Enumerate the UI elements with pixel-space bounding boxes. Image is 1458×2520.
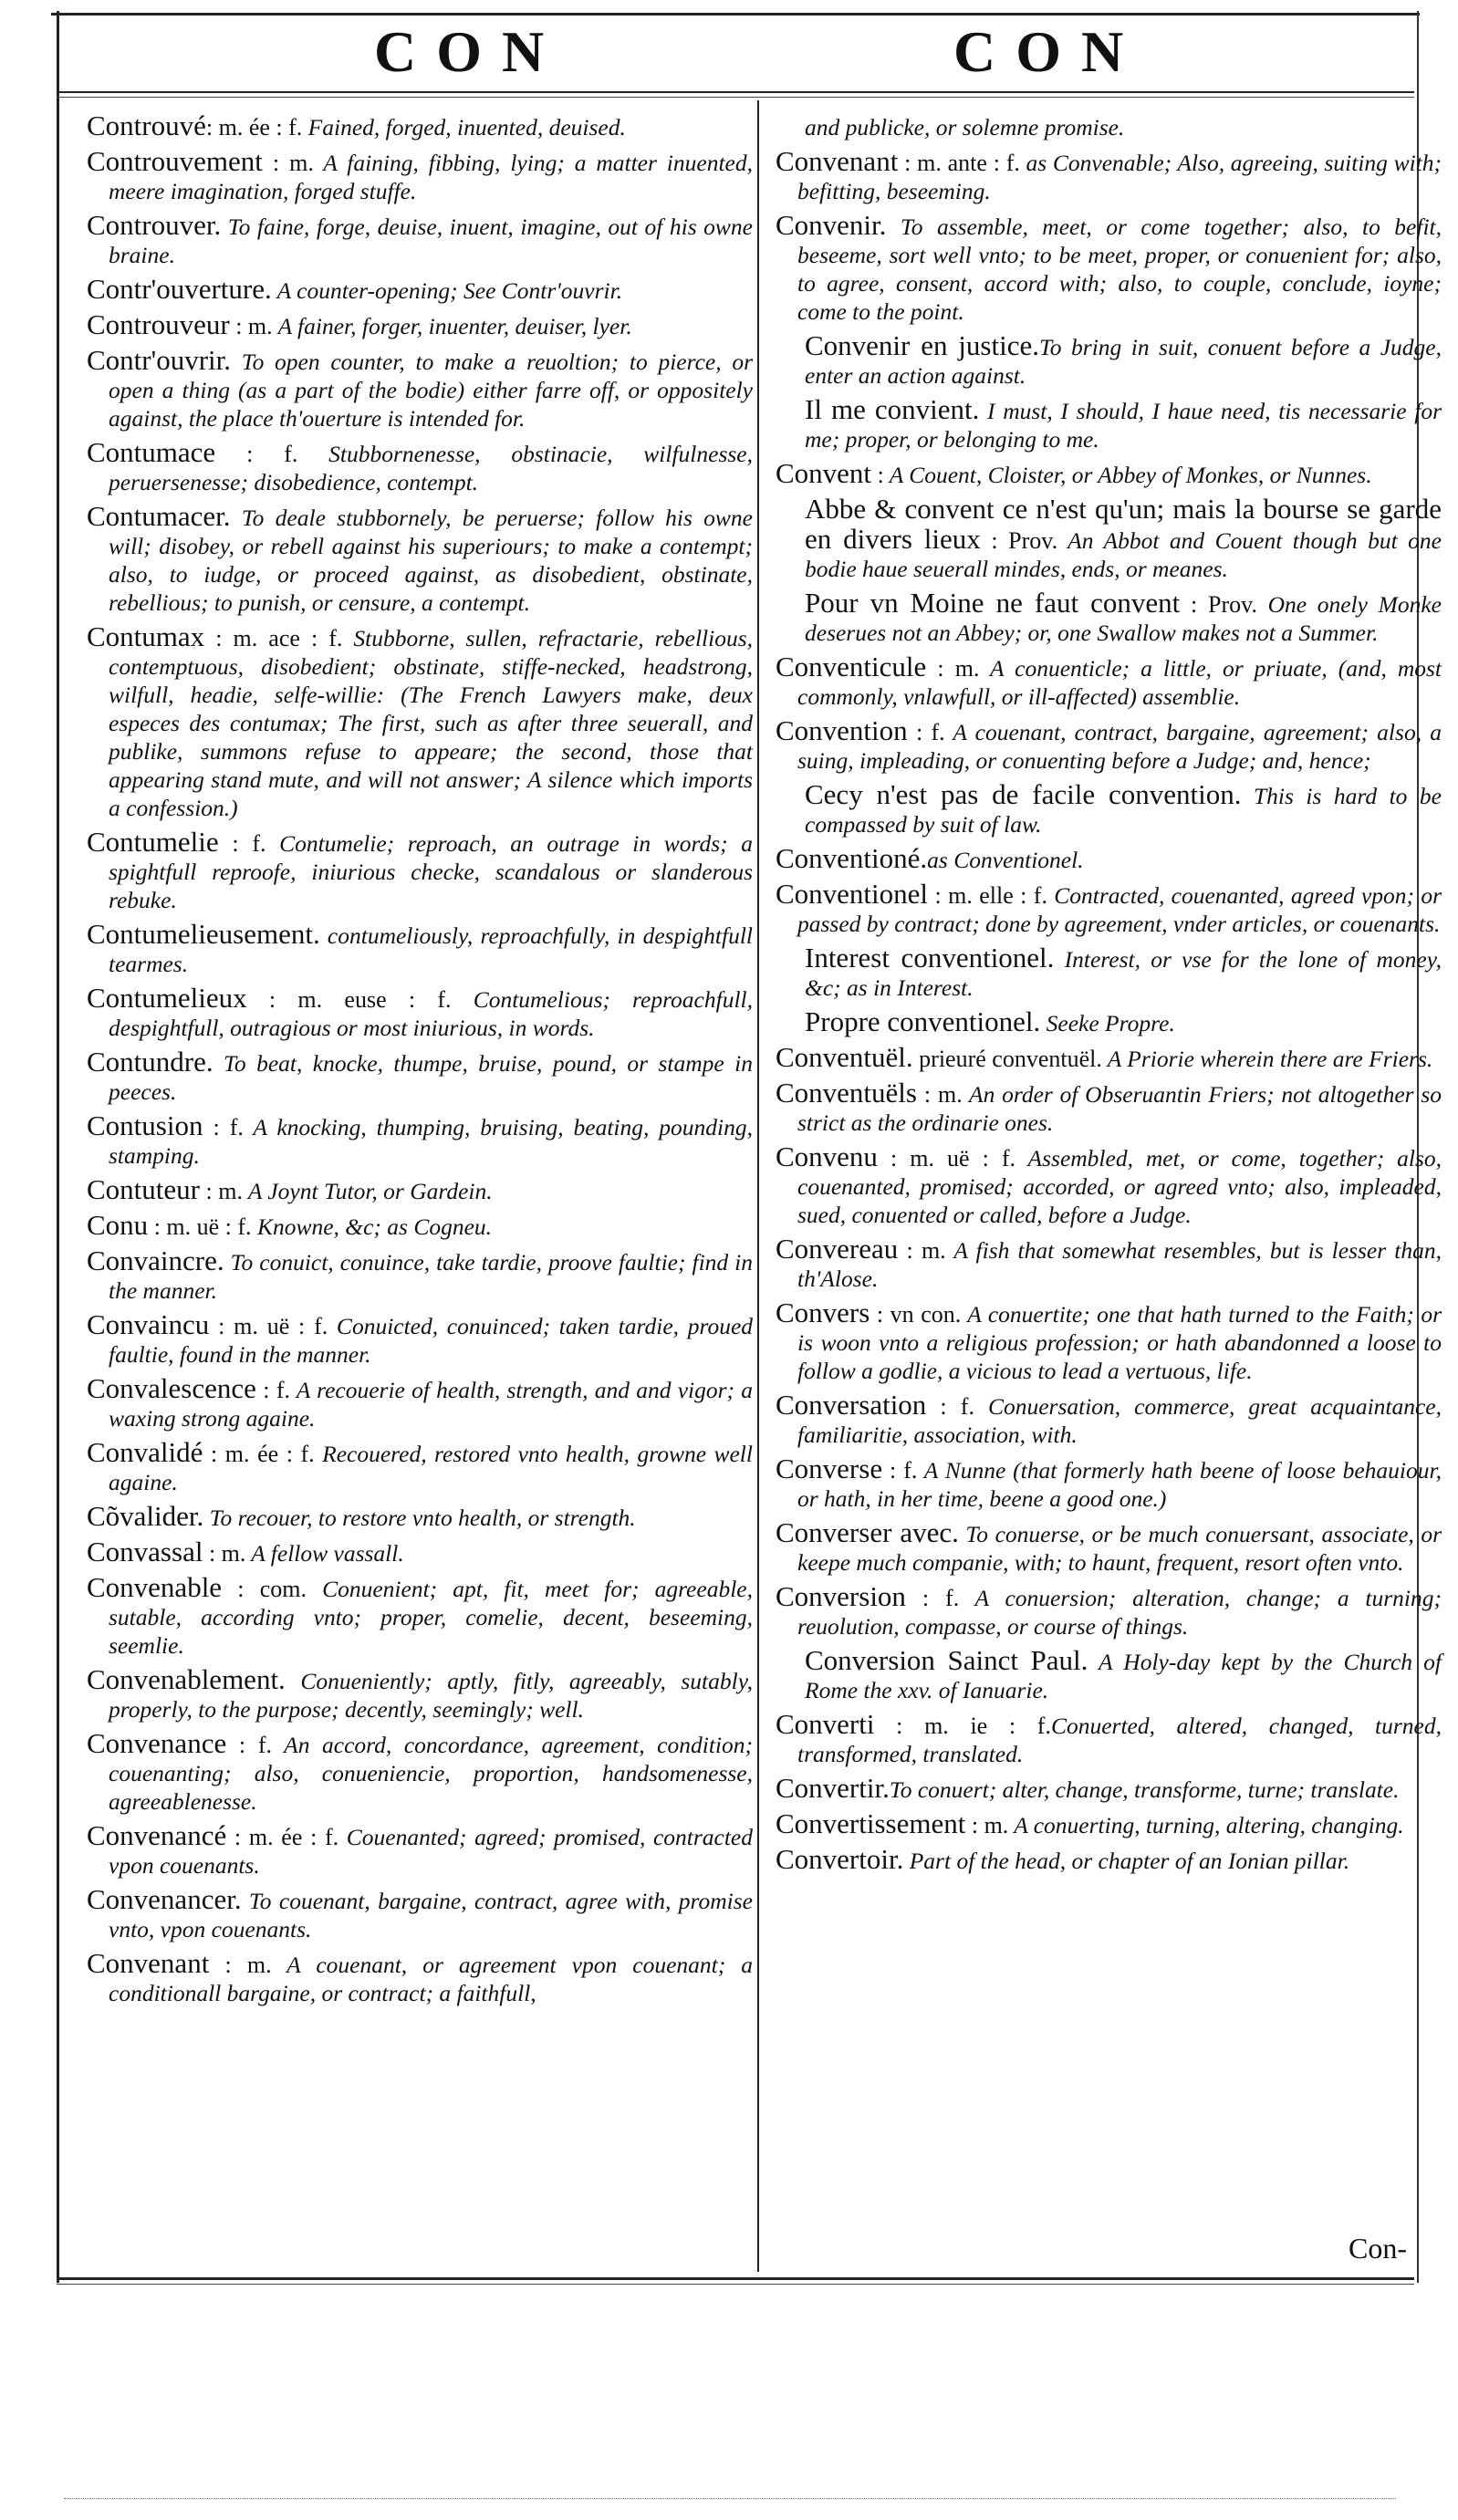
- entry-definition: Conuicted, conuinced; taken tardie, proued faultie, found in the manner.: [109, 1313, 754, 1368]
- entry-headword: Convenancer.: [87, 1883, 242, 1915]
- dictionary-entry: [87, 1246, 753, 1305]
- dictionary-entry: [783, 588, 1442, 647]
- dictionary-entry: [783, 780, 1442, 838]
- entry-headword: Convenablement.: [87, 1663, 286, 1695]
- entry-grammar: : m.: [262, 150, 314, 176]
- entry-headword: Cecy n'est pas de facile convention.: [805, 778, 1242, 810]
- entry-headword: Conventicule: [776, 651, 927, 682]
- entry-grammar: : m. elle : f.: [928, 882, 1047, 909]
- entry-definition: An order of Obseruantin Friers; not altogether so strict as the ordinarie ones.: [797, 1081, 1442, 1136]
- dictionary-entry: [783, 495, 1442, 583]
- entry-headword: Converse: [776, 1453, 883, 1484]
- entry-grammar: : f.: [215, 441, 298, 467]
- entry-headword: Conventuëls: [776, 1077, 917, 1109]
- entry-headword: Convenancé: [87, 1819, 227, 1851]
- entry-grammar: : f.: [255, 1377, 291, 1403]
- entry-grammar: : m.: [203, 1540, 246, 1567]
- page-bottom-mark: [64, 2498, 1396, 2499]
- entry-headword: Convention: [776, 714, 908, 746]
- bottom-rule-thin: [57, 2284, 1414, 2285]
- entry-headword: Contumacer.: [87, 500, 231, 532]
- entry-headword: Conversion: [776, 1580, 906, 1612]
- entry-definition: A counter-opening; See Contr'ouvrir.: [271, 277, 623, 304]
- entry-definition: A couenant, or agreement vpon couenant; a conditionall bargaine, or contract; a faithfull,: [109, 1952, 753, 2006]
- dictionary-entry: [776, 1234, 1442, 1293]
- dictionary-entry: [776, 652, 1442, 711]
- dictionary-entry: [87, 828, 753, 914]
- entry-headword: Controuvé: [87, 109, 206, 141]
- entry-grammar: : m. uë : f.: [209, 1313, 328, 1339]
- entry-grammar: : m. euse : f.: [246, 986, 452, 1013]
- dictionary-entry: [776, 1710, 1442, 1768]
- entry-grammar: : m. ante : f.: [898, 150, 1020, 176]
- entry-headword: Conventuël.: [776, 1041, 913, 1073]
- dictionary-entry: [783, 1007, 1442, 1037]
- dictionary-entry: [776, 459, 1442, 489]
- entry-definition: Assembled, met, or come, together; also, couenanted, promised; accorded, or agreed vnto; also, impleaded, sued, conuented or called, before a Judge.: [797, 1145, 1442, 1228]
- dictionary-entry: [87, 502, 753, 617]
- entry-headword: Il me convient.: [805, 393, 980, 425]
- entry-headword: Convenu: [776, 1140, 878, 1172]
- dictionary-entry: [87, 1175, 753, 1205]
- dictionary-entry: [776, 1454, 1442, 1513]
- entry-headword: Propre conventionel.: [805, 1005, 1041, 1037]
- entry-headword: Contumelie: [87, 826, 219, 858]
- entry-definition: To conuict, conuince, take tardie, proove faultie; find in the manner.: [109, 1249, 753, 1304]
- entry-grammar: : Prov.: [980, 527, 1058, 554]
- dictionary-entry: [87, 310, 753, 340]
- dictionary-entry: [87, 1047, 753, 1106]
- entry-grammar: : f.: [882, 1457, 918, 1484]
- entry-definition: A fellow vassall.: [245, 1540, 404, 1567]
- entry-definition: To faine, forge, deuise, inuent, imagine, out of his owne braine.: [109, 213, 753, 268]
- entry-definition: I must, I should, I haue need, tis necessarie for me; proper, or belonging to me.: [805, 398, 1442, 453]
- catchword: Con-: [1349, 2232, 1407, 2265]
- entry-definition: Recouered, restored vnto health, growne well againe.: [109, 1441, 753, 1495]
- header-rule: [57, 91, 1414, 93]
- dictionary-entry: [87, 438, 753, 496]
- entry-headword: Convenir en justice.: [805, 329, 1039, 361]
- dictionary-entry: [87, 111, 753, 141]
- entry-headword: Abbe & convent ce n'est qu'un; mais la bourse se garde en divers lieux: [805, 493, 1442, 555]
- entry-definition: Conueniently; aptly, fitly, agreeably, sutably, properly, to the purpose; decently, seemingly; well.: [109, 1668, 753, 1723]
- entry-definition: A Holy-day kept by the Church of Rome the xxv. of Ianuarie.: [805, 1649, 1442, 1703]
- header-rule-thin: [57, 97, 1414, 98]
- dictionary-entry: [87, 1211, 753, 1241]
- dictionary-entry: [776, 1078, 1442, 1137]
- entry-grammar: : Prov.: [1180, 591, 1257, 618]
- running-head-right: CON: [953, 19, 1144, 84]
- entry-definition: A conuerting, turning, altering, changing.: [1008, 1812, 1404, 1838]
- entry-headword: Controuvement: [87, 145, 263, 177]
- entry-definition: A recouerie of health, strength, and and vigor; a waxing strong againe.: [109, 1377, 753, 1432]
- entry-definition: Contumelie; reproach, an outrage in words; a spightfull reproofe, iniurious checke, scandalous or slanderous rebuke.: [109, 830, 753, 913]
- dictionary-entry: [776, 1582, 1442, 1640]
- entry-grammar: : m. uë : f.: [148, 1213, 252, 1240]
- entry-definition: To couenant, bargaine, contract, agree with, promise vnto, vpon couenants.: [109, 1888, 753, 1942]
- entry-headword: Convertissement: [776, 1807, 966, 1839]
- entry-headword: Convaincu: [87, 1308, 210, 1340]
- entry-definition: A couenant, contract, bargaine, agreement; also, a suing, impleading, or conuenting before a Judge; and, hence;: [797, 719, 1442, 774]
- entry-definition: To deale stubbornely, be peruerse; follow his owne will; disobey, or rebell against his superiours; to make a contempt; also, to iudge, or proceed against, as disobedient, obstinate, rebellious; to punish, or censure, a contempt.: [109, 505, 753, 616]
- right-column: [776, 111, 1442, 1880]
- dictionary-entry: [87, 211, 753, 269]
- entry-headword: Contumace: [87, 436, 216, 468]
- entry-definition: Knowne, &c; as Cogneu.: [251, 1213, 493, 1240]
- dictionary-entry: [87, 920, 753, 978]
- entry-definition: A fish that somewhat resembles, but is lesser than, th'Alose.: [797, 1237, 1442, 1292]
- entry-grammar: : m.: [229, 313, 273, 339]
- dictionary-entry: [783, 111, 1442, 141]
- entry-grammar: : f.: [907, 719, 945, 745]
- entry-definition: To assemble, meet, or come together; also, to befit, beseeme, sort well vnto; to be meet, proper, or conuenient for; also, to agree, consent, accord with; also, to couple, conclude, ioyne; come to the point.: [797, 213, 1442, 325]
- dictionary-entry: [776, 1845, 1442, 1875]
- entry-definition: Stubborne, sullen, refractarie, rebellious, contemptuous, disobedient; obstinate, stiffe-necked, headstrong, wilfull, headie, selfe-willie: (The French Lawyers make, deux especes des contumax; The first, such as after three seuerall, and publike, summons refuse to appeare; the second, those that appearing stand mute, and will not answer; A silence which imports a confession.): [109, 625, 753, 821]
- entry-definition: To beat, knocke, thumpe, bruise, pound, or stampe in peeces.: [109, 1050, 753, 1105]
- entry-headword: Controuveur: [87, 308, 230, 340]
- left-column: [87, 111, 753, 2013]
- running-head-left: CON: [374, 19, 565, 84]
- dictionary-entry: [87, 1537, 753, 1567]
- entry-definition: as Convenable; Also, agreeing, suiting with; befitting, beseeming.: [797, 150, 1442, 204]
- entry-grammar: : m.: [200, 1178, 243, 1204]
- entry-grammar: :: [871, 462, 884, 488]
- entry-definition: A knocking, thumping, bruising, beating, pounding, stamping.: [109, 1114, 753, 1169]
- dictionary-entry: [783, 1646, 1442, 1704]
- entry-grammar: : m. ée : f.: [203, 1441, 315, 1467]
- entry-headword: Convenant: [776, 145, 899, 177]
- entry-definition: To recouer, to restore vnto health, or strength.: [203, 1505, 636, 1531]
- dictionary-entry: [783, 395, 1442, 453]
- bottom-rule: [57, 2277, 1414, 2280]
- entry-definition: Stubbornenesse, obstinacie, wilfulnesse, peruersenesse; disobedience, contempt.: [109, 441, 753, 495]
- entry-definition: Fained, forged, inuented, deuised.: [302, 114, 626, 141]
- dictionary-entry: [776, 1518, 1442, 1577]
- entry-headword: Conu: [87, 1209, 149, 1241]
- entry-definition: To bring in suit, conuent before a Judge, enter an action against.: [805, 334, 1442, 389]
- entry-headword: Convenir.: [776, 209, 887, 241]
- dictionary-entry: [776, 844, 1442, 874]
- dictionary-entry: [87, 1885, 753, 1943]
- entry-definition: To open counter, to make a reuoltion; to pierce, or open a thing (as a part of the bodie) either farre off, or oppositely against, the place th'ouerture is intended for.: [109, 349, 753, 432]
- dictionary-entry: [776, 211, 1442, 326]
- entry-definition: Seeke Propre.: [1040, 1010, 1175, 1036]
- dictionary-entry: [87, 346, 753, 432]
- dictionary-entry: [776, 1390, 1442, 1449]
- dictionary-entry: [783, 943, 1442, 1002]
- dictionary-entry: [776, 1298, 1442, 1385]
- entry-grammar: : vn con.: [870, 1301, 962, 1328]
- entry-grammar: : f.: [218, 830, 266, 857]
- entry-headword: Converser avec.: [776, 1516, 959, 1548]
- entry-headword: Convenance: [87, 1727, 227, 1759]
- entry-headword: Contumelieusement.: [87, 918, 320, 950]
- entry-headword: Conventioné.: [776, 842, 928, 874]
- entry-headword: Convent: [776, 457, 872, 489]
- entry-headword: Contumax: [87, 620, 205, 652]
- entry-headword: Conversion Sainct Paul.: [805, 1644, 1088, 1676]
- entry-grammar: : f.: [905, 1585, 960, 1611]
- entry-headword: Conventionel: [776, 878, 929, 910]
- dictionary-entry: [776, 1774, 1442, 1804]
- entry-grammar: : m.: [965, 1812, 1009, 1838]
- dictionary-entry: [783, 331, 1442, 390]
- entry-definition: One onely Monke deserues not an Abbey; or, one Swallow makes not a Summer.: [805, 591, 1442, 646]
- entry-headword: Pour vn Moine ne faut convent: [805, 587, 1181, 619]
- entry-headword: Convertoir.: [776, 1843, 904, 1875]
- entry-definition: This is hard to be compassed by suit of law.: [805, 783, 1442, 838]
- entry-grammar: : m.: [926, 655, 980, 682]
- entry-definition: Part of the head, or chapter of an Ionian pillar.: [903, 1848, 1350, 1874]
- entry-headword: Convalidé: [87, 1436, 203, 1468]
- entry-grammar: : com.: [222, 1576, 307, 1602]
- dictionary-entry: [87, 1821, 753, 1880]
- entry-definition: A Joynt Tutor, or Gardein.: [242, 1178, 493, 1204]
- entry-definition: To conuerse, or be much conuersant, associate, or keepe much companie, with; to haunt, frequent, resort often vnto.: [797, 1521, 1442, 1576]
- entry-headword: Convalescence: [87, 1372, 256, 1404]
- dictionary-entry: [87, 1729, 753, 1816]
- entry-definition: Contumelious; reproachfull, despightfull, outragious or most iniurious, in words.: [109, 986, 753, 1041]
- entry-definition: Conuerted, altered, changed, turned, transformed, translated.: [797, 1713, 1442, 1767]
- entry-definition: An accord, concordance, agreement, condition; couenanting; also, conueniencie, proportion, handsomenesse, agreeablenesse.: [109, 1732, 753, 1815]
- entry-grammar: : m.: [917, 1081, 963, 1108]
- entry-grammar: : m. ie : f.: [874, 1713, 1051, 1739]
- entry-definition: Conuersation, commerce, great acquaintance, familiaritie, association, with.: [797, 1393, 1442, 1448]
- dictionary-entry: [776, 880, 1442, 938]
- entry-definition: Couenanted; agreed; promised, contracted vpon couenants.: [109, 1824, 753, 1879]
- entry-grammar: : m.: [898, 1237, 946, 1264]
- entry-definition: Conuenient; apt, fit, meet for; agreeable, sutable, according vnto; proper, comelie, decent, beseeming, seemlie.: [109, 1576, 753, 1659]
- dictionary-entry: [87, 622, 753, 822]
- entry-headword: Convers: [776, 1296, 870, 1328]
- entry-definition: A conuenticle; a little, or priuate, (and, most commonly, vnlawfull, or ill-affected) assemblie.: [797, 655, 1442, 710]
- entry-headword: Cõvalider.: [87, 1500, 204, 1532]
- entry-definition: A Couent, Cloister, or Abbey of Monkes, or Nunnes.: [883, 462, 1372, 488]
- dictionary-entry: [87, 1310, 753, 1369]
- dictionary-entry: [87, 1502, 753, 1532]
- entry-grammar: : f.: [926, 1393, 974, 1420]
- entry-definition: A Nunne (that formerly hath beene of loose behauiour, or hath, in her time, beene a good one.): [797, 1457, 1442, 1512]
- entry-grammar: : f.: [203, 1114, 244, 1140]
- dictionary-entry: [776, 147, 1442, 205]
- dictionary-entry: [87, 1949, 753, 2007]
- entry-grammar: : m. ée : f.: [226, 1824, 339, 1850]
- entry-definition: A faining, fibbing, lying; a matter inuented, meere imagination, forged stuffe.: [109, 150, 753, 204]
- dictionary-entry: [87, 1438, 753, 1496]
- dictionary-entry: [87, 1665, 753, 1723]
- dictionary-entry: [87, 275, 753, 305]
- entry-headword: Contumelieux: [87, 982, 247, 1014]
- entry-definition: A fainer, forger, inuenter, deuiser, lyer.: [272, 313, 632, 339]
- entry-headword: Convenable: [87, 1571, 223, 1603]
- entry-definition: as Conventionel.: [927, 847, 1084, 873]
- entry-headword: Conversation: [776, 1389, 927, 1421]
- dictionary-entry: [776, 1809, 1442, 1839]
- entry-headword: Convertir.: [776, 1772, 890, 1804]
- entry-grammar: : m. uë : f.: [877, 1145, 1016, 1171]
- entry-headword: Convassal: [87, 1536, 203, 1567]
- entry-headword: Converti: [776, 1708, 875, 1740]
- dictionary-entry: [776, 1142, 1442, 1229]
- entry-headword: Contundre.: [87, 1046, 213, 1078]
- entry-headword: Contuteur: [87, 1173, 200, 1205]
- dictionary-entry: [776, 716, 1442, 775]
- dictionary-entry: [87, 1573, 753, 1660]
- entry-headword: Contusion: [87, 1109, 203, 1141]
- dictionary-entry: [776, 1043, 1442, 1073]
- entry-definition: Contracted, couenanted, agreed vpon; or passed by contract; done by agreement, vnder articles, or couenants.: [797, 882, 1442, 937]
- entry-definition: and publicke, or solemne promise.: [805, 114, 1125, 141]
- entry-headword: Interest conventionel.: [805, 942, 1055, 974]
- entry-definition: A conuertite; one that hath turned to the Faith; or is woon vnto a religious profession; or hath abandonned a loose to follow a godlie, a vicious to lead a vertuous, life.: [797, 1301, 1442, 1384]
- entry-definition: An Abbot and Couent though but one bodie haue seuerall mindes, ends, or meanes.: [805, 527, 1442, 582]
- entry-definition: Interest, or vse for the lone of money, &c; as in Interest.: [805, 946, 1442, 1001]
- entry-headword: Contr'ouverture.: [87, 273, 272, 305]
- entry-headword: Contr'ouvrir.: [87, 344, 231, 376]
- entry-headword: Controuver.: [87, 209, 222, 241]
- dictionary-entry: [87, 984, 753, 1042]
- entry-definition: A Priorie wherein there are Friers.: [1101, 1046, 1433, 1072]
- entry-definition: A conuersion; alteration, change; a turning; reuolution, compasse, or course of things.: [797, 1585, 1442, 1640]
- dictionary-entry: [87, 1374, 753, 1432]
- column-divider: [757, 100, 759, 2272]
- entry-definition: To conuert; alter, change, transforme, turne; translate.: [889, 1776, 1400, 1803]
- entry-grammar: prieuré conventuël.: [912, 1046, 1102, 1072]
- entry-headword: Convenant: [87, 1947, 210, 1979]
- dictionary-entry: [87, 147, 753, 205]
- entry-grammar: : f.: [226, 1732, 273, 1758]
- entry-headword: Convaincre.: [87, 1244, 224, 1276]
- entry-grammar: : m. ée : f.: [205, 114, 303, 141]
- entry-definition: contumeliously, reproachfully, in despightfull tearmes.: [109, 922, 753, 977]
- entry-headword: Convereau: [776, 1233, 899, 1265]
- entry-grammar: : m. ace : f.: [204, 625, 343, 651]
- entry-grammar: : m.: [209, 1952, 272, 1978]
- dictionary-entry: [87, 1111, 753, 1170]
